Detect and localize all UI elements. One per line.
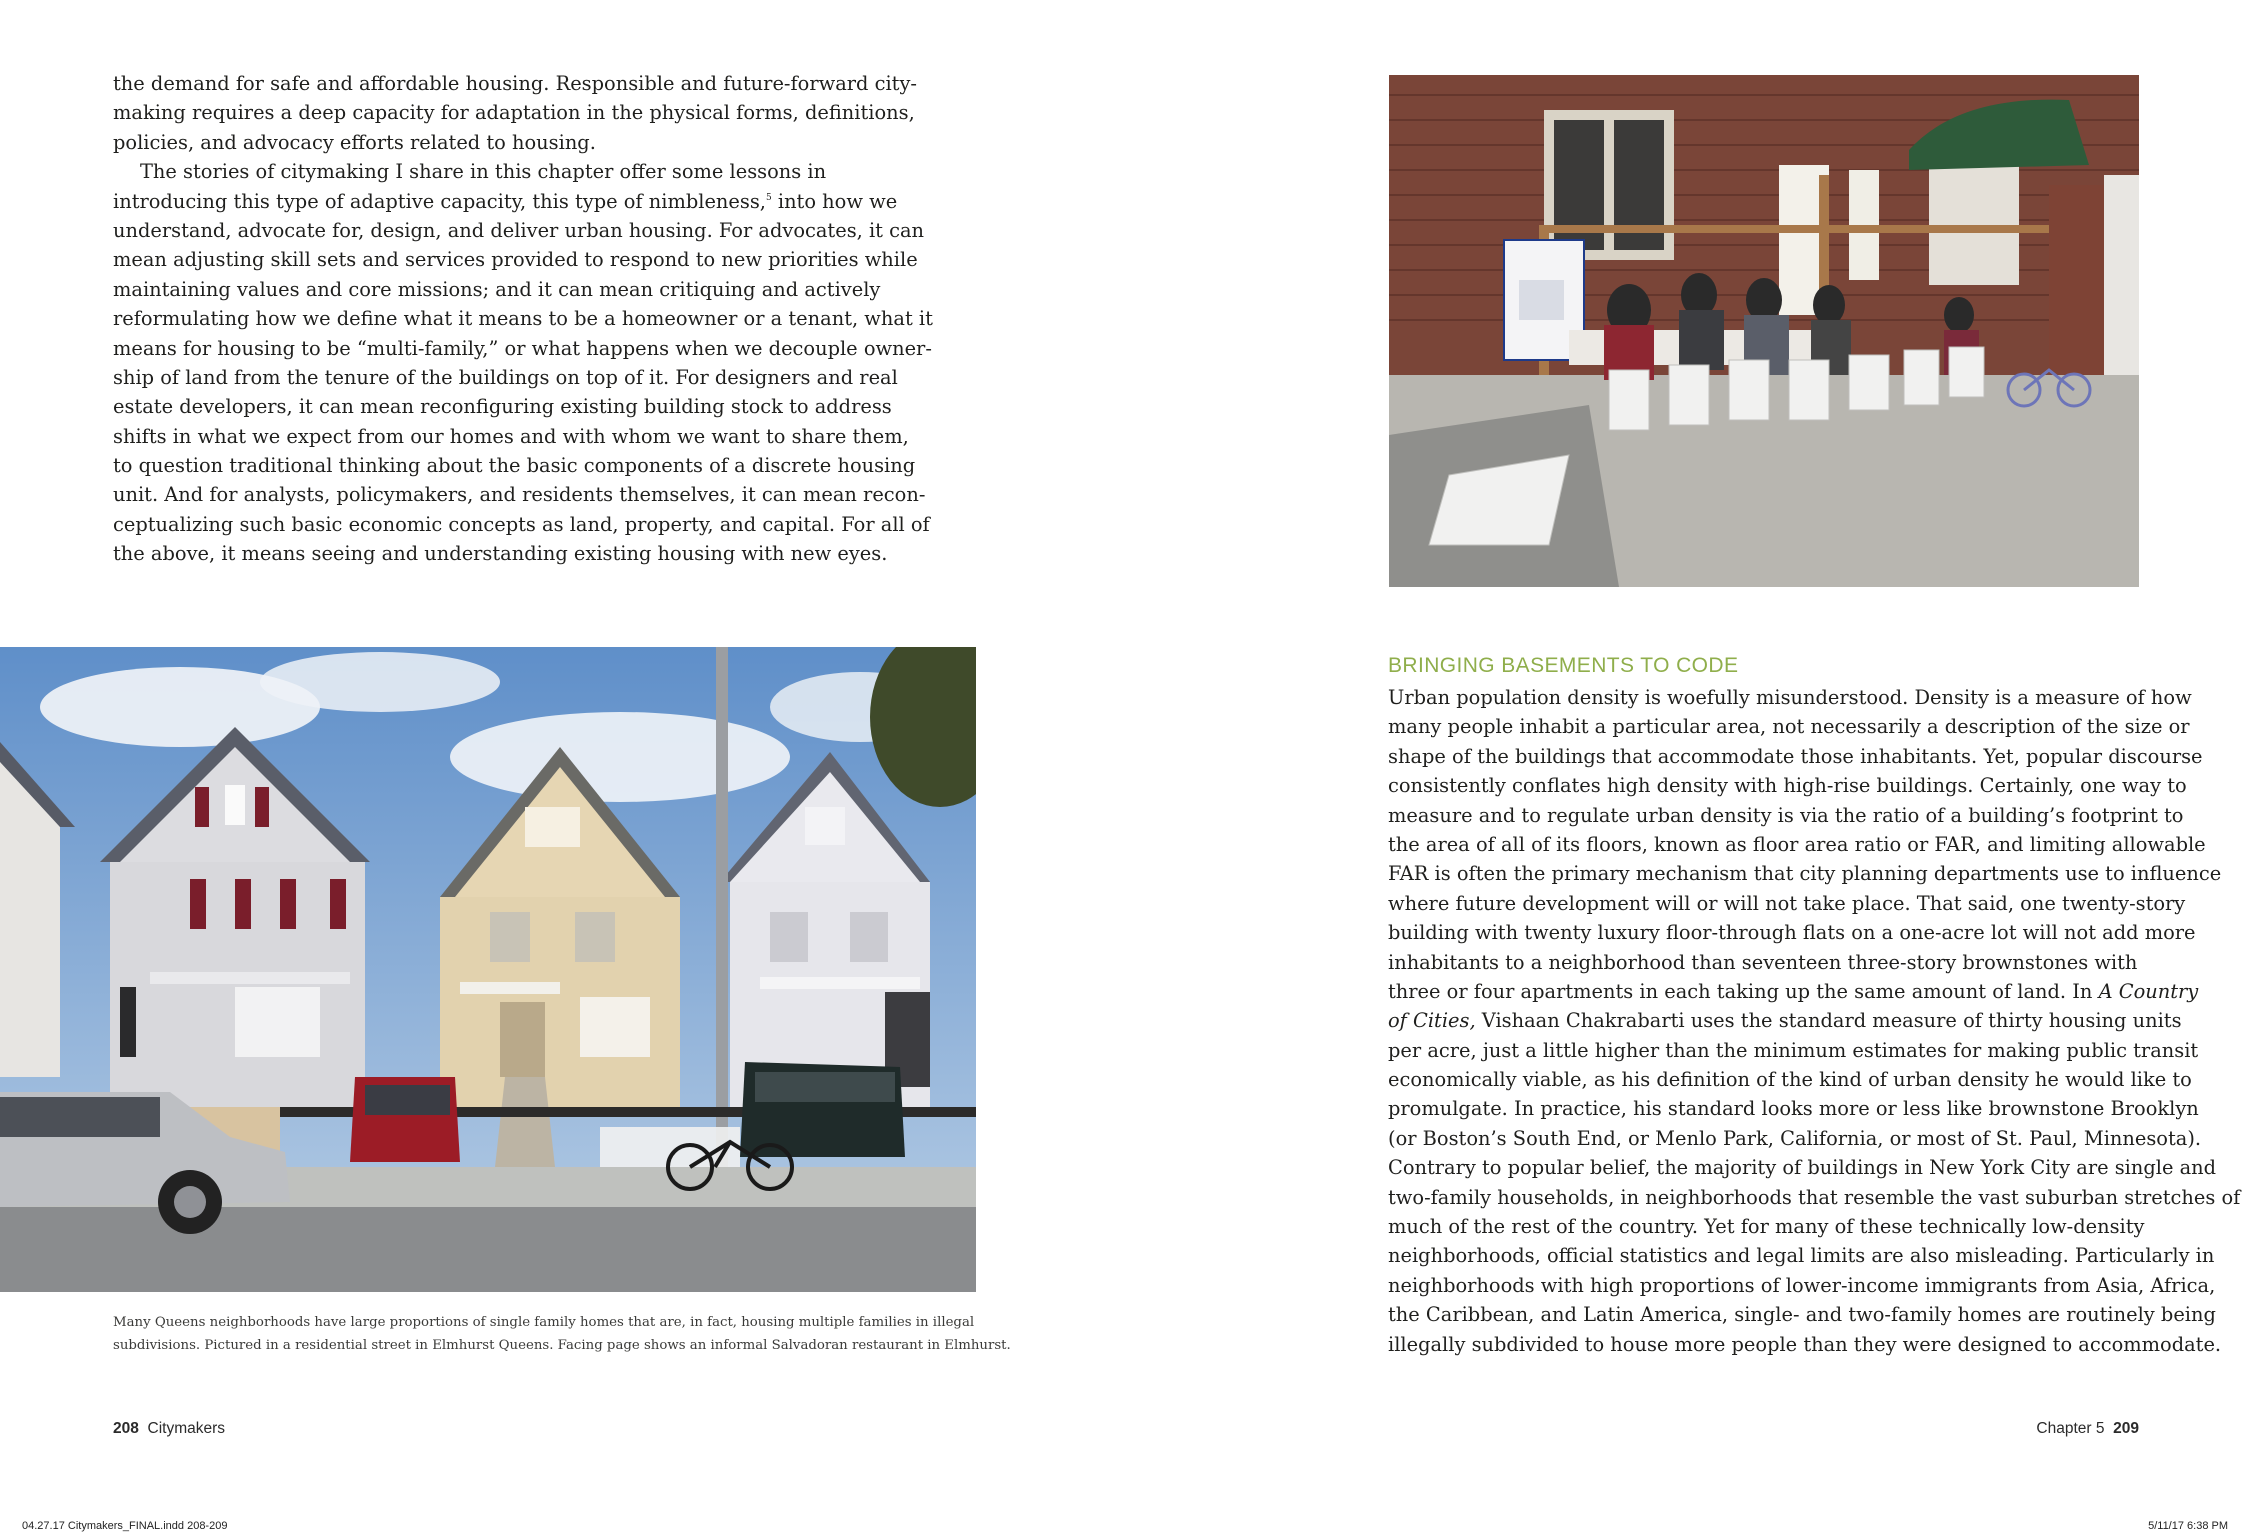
photo-caption (113, 1311, 1011, 1357)
text-line: per acre, just a little higher than the minimum estimates for making public transit (1388, 1038, 2199, 1062)
text-line: inhabitants to a neighborhood than seventeen three-story brownstones with (1388, 950, 2138, 974)
text-line: consistently conflates high density with high-rise buildings. Certainly, one way to (1388, 774, 2187, 798)
text-line: Contrary to popular belief, the majority of buildings in New York City are single and (1388, 1156, 2217, 1180)
running-head: Chapter 5 (2036, 1420, 2105, 1437)
text-segment: Vishaan Chakrabarti uses the standard measure of thirty housing units (1475, 1009, 2182, 1033)
slug-file-info: 04.27.17 Citymakers_FINAL.indd 208-209 (22, 1520, 228, 1532)
text-line: estate developers, it can mean reconfiguring existing building stock to address (113, 395, 892, 419)
book-title-italic: of Cities, (1388, 1009, 1476, 1033)
text-line: to question traditional thinking about the basic components of a discrete housing (113, 454, 916, 478)
houses-photo (0, 647, 976, 1292)
text-line: the demand for safe and affordable housing. Responsible and future-forward city- (113, 72, 917, 95)
text-line: reformulating how we define what it means to be a homeowner or a tenant, what it (113, 307, 933, 331)
text-line: promulgate. In practice, his standard looks more or less like brownstone Brooklyn (1388, 1097, 2199, 1121)
footnote-mark[interactable]: 5 (765, 192, 772, 203)
caption-line: subdivisions. Pictured in a residential street in Elmhurst Queens. Facing page shows an informal Salvadoran restaurant in Elmhurst. (113, 1338, 1011, 1353)
folio-left (113, 1420, 225, 1438)
caption-line: Many Queens neighborhoods have large proportions of single family homes that are, in fact, housing multiple families in illegal (113, 1315, 975, 1330)
text-line: neighborhoods, official statistics and legal limits are also misleading. Particularly in (1388, 1244, 2215, 1268)
text-line: much of the rest of the country. Yet for many of these technically low-density (1388, 1215, 2145, 1239)
text-line: the area of all of its floors, known as floor area ratio or FAR, and limiting allowable (1388, 832, 2206, 856)
text-line: (or Boston’s South End, or Menlo Park, California, or most of St. Paul, Minnesota). (1388, 1126, 2202, 1150)
text-line: making requires a deep capacity for adaptation in the physical forms, definitions, (113, 101, 915, 125)
running-head: Citymakers (147, 1420, 226, 1437)
text-segment: introducing this type of adaptive capacity, this type of nimbleness, (113, 189, 766, 213)
text-line: illegally subdivided to house more people than they were designed to accommodate. (1388, 1332, 2222, 1356)
text-line: FAR is often the primary mechanism that city planning departments use to influence (1388, 862, 2222, 886)
text-line: shifts in what we expect from our homes and with whom we want to share them, (113, 424, 909, 448)
text-line: shape of the buildings that accommodate those inhabitants. Yet, popular discourse (1388, 744, 2203, 768)
text-line (1388, 977, 2199, 1006)
text-line: economically viable, as his definition of the kind of urban density he would like to (1388, 1068, 2192, 1092)
right-body-text (1388, 683, 2241, 1359)
book-title-italic: A Country (2098, 979, 2199, 1003)
page-number: 208 (113, 1420, 139, 1437)
section-heading: BRINGING BASEMENTS TO CODE (1388, 654, 1739, 677)
text-line: two-family households, in neighborhoods that resemble the vast suburban stretches of (1388, 1185, 2241, 1209)
left-body-text (113, 69, 933, 598)
restaurant-photo (1389, 75, 2139, 587)
text-line: neighborhoods with high proportions of lower-income immigrants from Asia, Africa, (1388, 1273, 2216, 1297)
text-line: where future development will or will not take place. That said, one twenty-story (1388, 891, 2186, 915)
text-line: policies, and advocacy efforts related to housing. (113, 130, 596, 154)
text-line: the Caribbean, and Latin America, single- and two-family homes are routinely being (1388, 1303, 2216, 1327)
text-line: ship of land from the tenure of the buildings on top of it. For designers and real (113, 365, 898, 389)
text-segment: three or four apartments in each taking up the same amount of land. In (1388, 979, 2099, 1003)
text-line: unit. And for analysts, policymakers, and residents themselves, it can mean recon- (113, 483, 926, 507)
page-number: 209 (2113, 1420, 2139, 1437)
text-line: maintaining values and core missions; and it can mean critiquing and actively (113, 277, 881, 301)
text-line: measure and to regulate urban density is via the ratio of a building’s footprint to (1388, 803, 2184, 827)
text-line (1388, 1006, 2182, 1035)
text-line: ceptualizing such basic economic concepts as land, property, and capital. For all of (113, 512, 930, 536)
folio-right (2036, 1420, 2139, 1438)
slug-timestamp: 5/11/17 6:38 PM (2148, 1520, 2228, 1532)
text-line: Urban population density is woefully misunderstood. Density is a measure of how (1388, 686, 2192, 709)
text-line: many people inhabit a particular area, not necessarily a description of the size or (1388, 715, 2190, 739)
text-line (113, 569, 873, 598)
text-line: building with twenty luxury floor-through flats on a one-acre lot will not add more (1388, 921, 2196, 945)
text-line-with-footnote (113, 187, 898, 216)
text-line: The stories of citymaking I share in this chapter offer some lessons in (140, 160, 827, 184)
text-segment: into how we (771, 189, 898, 213)
text-line: the above, it means seeing and understanding existing housing with new eyes. (113, 542, 888, 566)
text-line: means for housing to be “multi-family,” or what happens when we decouple owner- (113, 336, 932, 360)
text-line: understand, advocate for, design, and deliver urban housing. For advocates, it can (113, 218, 925, 242)
text-line: mean adjusting skill sets and services provided to respond to new priorities while (113, 248, 918, 272)
